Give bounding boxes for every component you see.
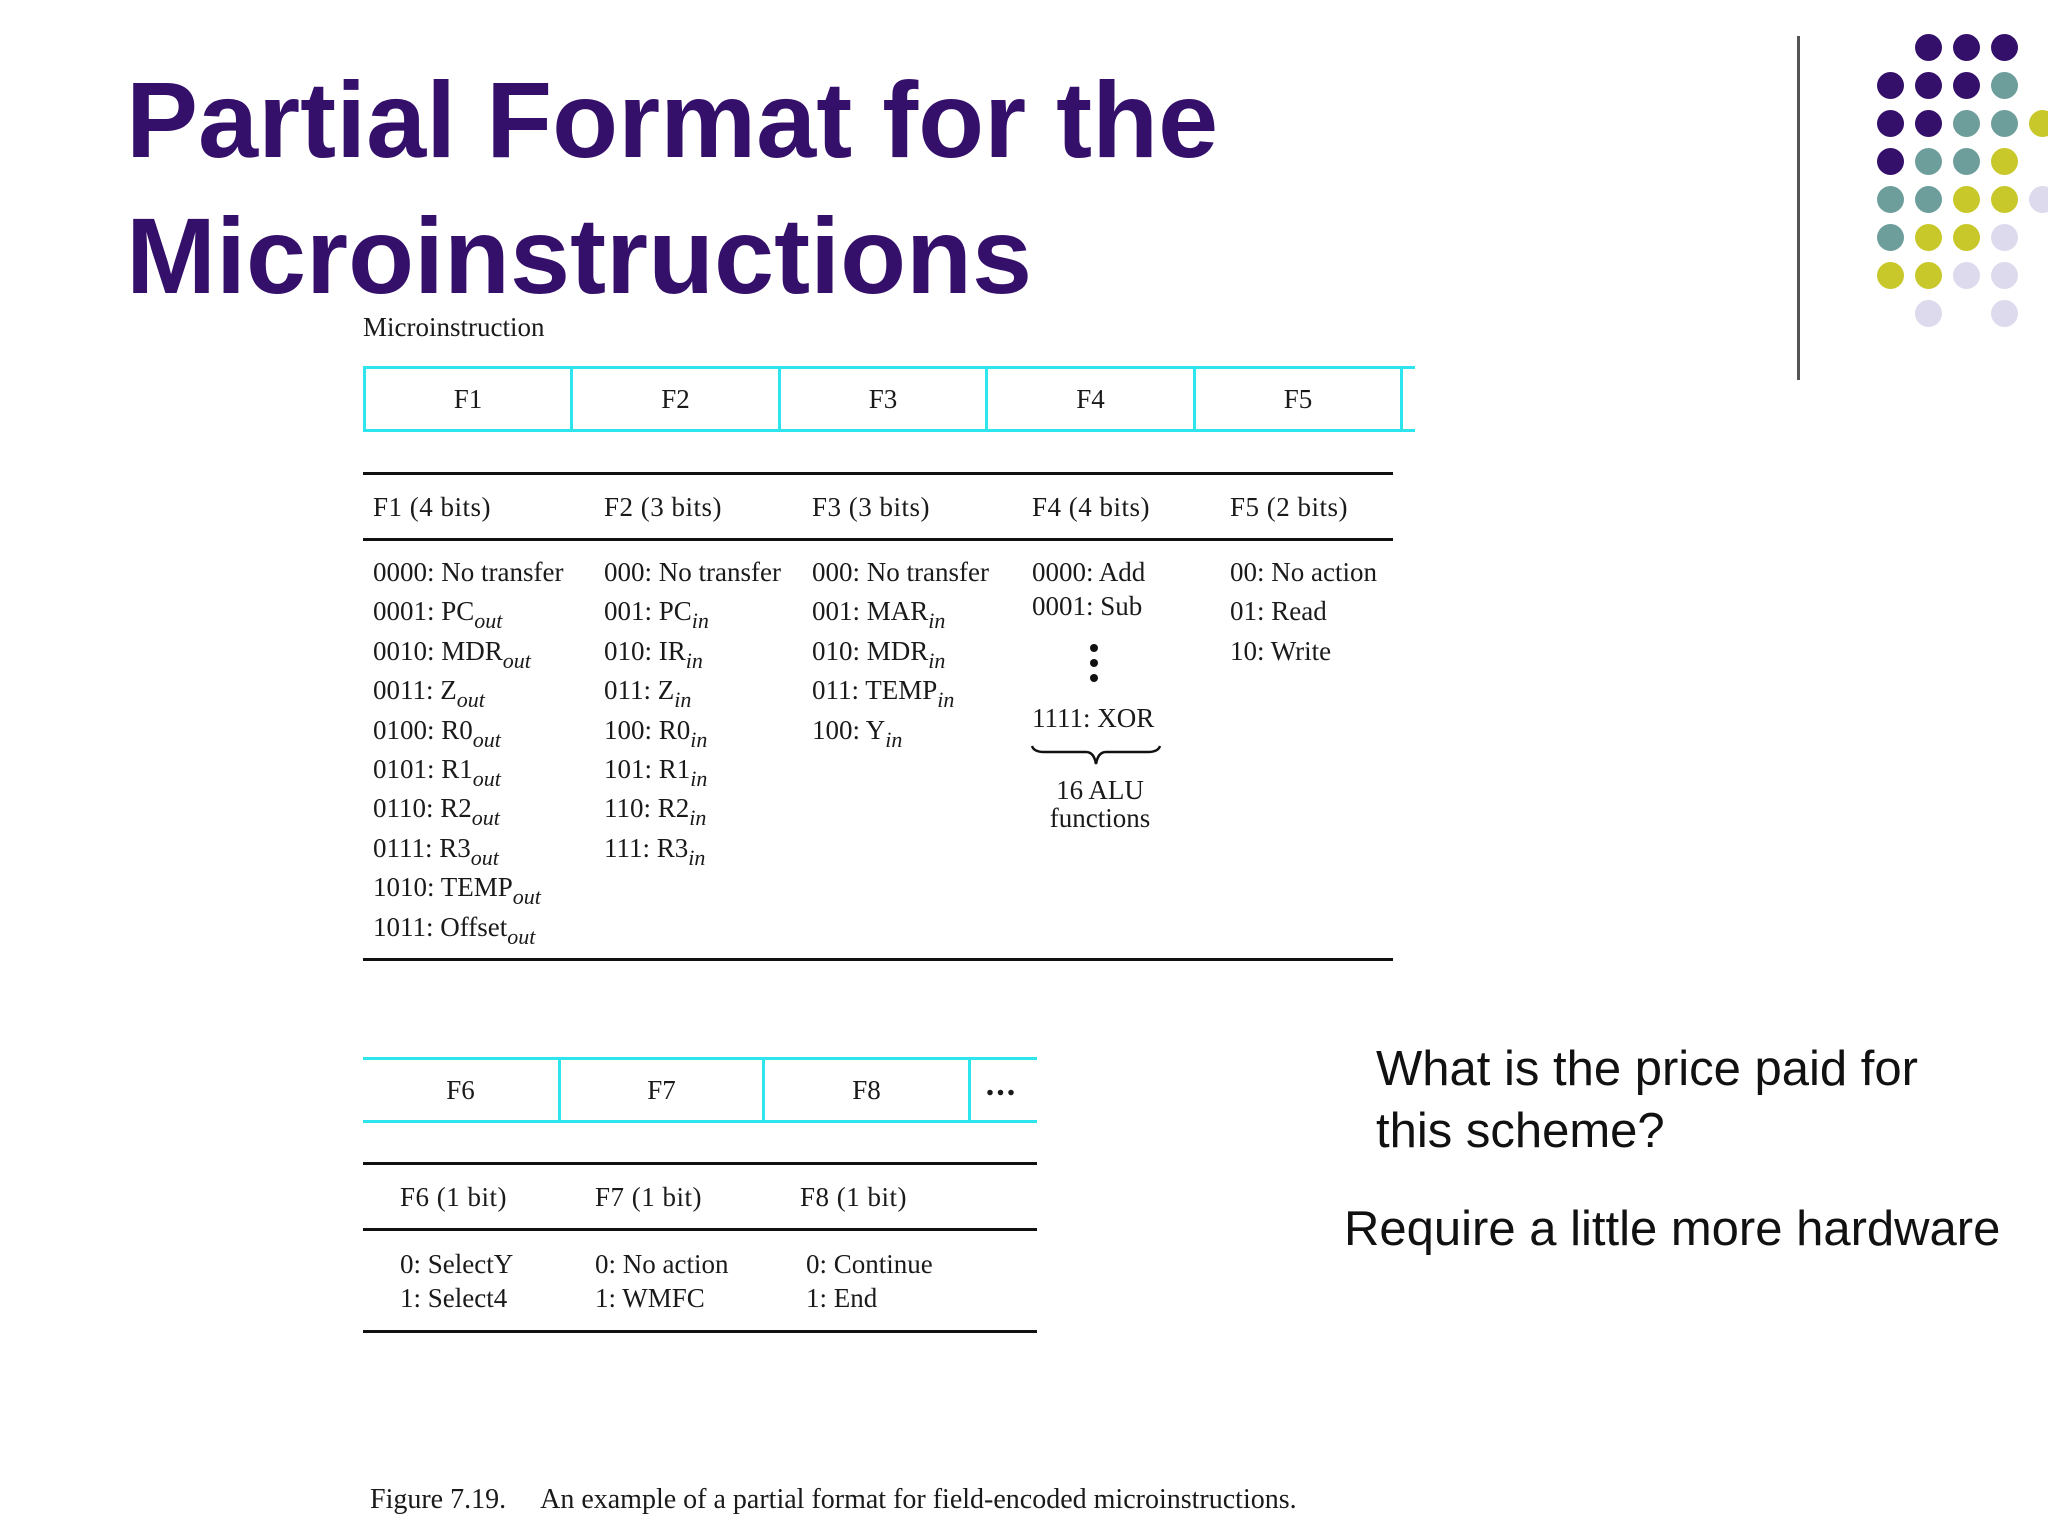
code-entry <box>373 871 563 910</box>
code-value: 110: <box>604 793 658 824</box>
code-value: 0110: <box>373 793 441 824</box>
decorative-dot <box>1991 110 2018 137</box>
code-value: 011: <box>604 675 658 706</box>
code-entry <box>604 832 781 871</box>
code-entry <box>604 556 781 595</box>
slide-title-line-1: Partial Format for the <box>126 59 1219 180</box>
field-f5: F5 <box>1196 369 1403 429</box>
decorative-dot <box>1953 72 1980 99</box>
code-entry <box>812 595 989 634</box>
f6-codes <box>400 1248 513 1316</box>
code-value: 0011: <box>373 675 441 706</box>
code-value: 000: <box>604 557 659 587</box>
decorative-dot <box>1953 262 1980 289</box>
f4-codes <box>1032 556 1145 624</box>
code-meaning: Offset <box>440 911 508 942</box>
code-subscript: out <box>471 805 500 831</box>
code-subscript: out <box>502 647 531 673</box>
code-value: 100: <box>604 714 659 745</box>
code-entry <box>812 635 989 674</box>
f4-last-code <box>1032 702 1154 741</box>
code-meaning: No transfer <box>866 557 989 587</box>
vertical-divider <box>1797 36 1800 380</box>
code-meaning: R0 <box>441 714 473 745</box>
code-subscript: in <box>690 765 708 791</box>
code-entry <box>373 556 563 595</box>
code-meaning: End <box>833 1283 878 1313</box>
decorative-dot <box>1915 262 1942 289</box>
decorative-dot <box>1915 110 1942 137</box>
field-f8: F8 <box>765 1060 971 1120</box>
top-table-rule-header <box>363 538 1393 541</box>
decorative-dot <box>1915 148 1942 175</box>
decorative-dot <box>1953 224 1980 251</box>
field-f4: F4 <box>988 369 1196 429</box>
code-meaning: MAR <box>866 596 929 627</box>
code-entry <box>1230 635 1377 674</box>
code-entry <box>604 714 781 753</box>
code-subscript: in <box>688 844 706 870</box>
code-value: 001: <box>812 596 867 627</box>
code-meaning: No action <box>1271 557 1377 587</box>
decorative-dot <box>2029 110 2048 137</box>
code-meaning: No action <box>622 1249 729 1279</box>
code-subscript: in <box>689 805 707 831</box>
code-entry <box>400 1282 513 1316</box>
decorative-dot <box>1915 300 1942 327</box>
decorative-dot <box>1877 72 1904 99</box>
decorative-dot <box>1991 148 2018 175</box>
field-f3: F3 <box>781 369 988 429</box>
code-meaning: MDR <box>441 635 503 666</box>
code-subscript: in <box>928 647 946 673</box>
code-value: 0: <box>595 1249 623 1279</box>
alu-label-line-2: functions <box>1049 803 1151 833</box>
code-meaning: R3 <box>656 832 689 863</box>
decorative-dot <box>1953 148 1980 175</box>
code-subscript: out <box>456 687 485 713</box>
code-entry <box>604 635 781 674</box>
code-entry <box>1032 556 1145 590</box>
code-value: 101: <box>604 753 659 784</box>
code-entry <box>373 832 563 871</box>
code-value: 0111: <box>373 832 440 863</box>
alu-brace <box>1030 742 1162 776</box>
code-value: 1011: <box>373 911 441 942</box>
code-meaning: Sub <box>1100 591 1143 621</box>
bottom-table-rule-top <box>363 1162 1037 1165</box>
top-table-rule-top <box>363 472 1393 475</box>
code-meaning: WMFC <box>622 1283 705 1313</box>
f8-codes <box>806 1248 933 1316</box>
code-meaning: R1 <box>658 753 691 784</box>
code-value: 0000: <box>1032 557 1099 587</box>
decorative-dot <box>1953 110 1980 137</box>
decorative-dot <box>1915 72 1942 99</box>
decorative-dot <box>1991 300 2018 327</box>
decorative-dot <box>1991 186 2018 213</box>
top-field-format <box>363 366 1415 432</box>
code-entry <box>1230 595 1377 634</box>
code-entry <box>604 792 781 831</box>
code-value: 010: <box>812 635 867 666</box>
code-entry <box>373 753 563 792</box>
code-meaning: SelectY <box>427 1249 514 1279</box>
figure-number: Figure 7.19. <box>370 1484 507 1515</box>
decorative-dot <box>1915 224 1942 251</box>
code-value: 0001: <box>373 596 442 627</box>
figure-caption <box>370 1484 1297 1516</box>
decorative-dot <box>1877 262 1904 289</box>
code-value: 000: <box>812 557 867 587</box>
f5-codes <box>1230 556 1377 674</box>
code-value: 1: <box>806 1283 834 1313</box>
code-value: 01: <box>1230 596 1272 627</box>
question-text <box>1376 1038 1918 1162</box>
f7-column-header: F7 (1 bit) <box>595 1182 703 1212</box>
code-meaning: Z <box>440 675 457 706</box>
f4-column-header: F4 (4 bits) <box>1032 492 1151 522</box>
code-meaning: R2 <box>657 793 690 824</box>
f1-column-header: F1 (4 bits) <box>373 492 492 522</box>
code-entry <box>604 674 781 713</box>
f3-codes <box>812 556 989 753</box>
decorative-dot <box>1953 186 1980 213</box>
code-meaning: R2 <box>440 793 472 824</box>
code-entry <box>373 911 563 950</box>
code-entry <box>806 1282 933 1316</box>
code-value: 0: <box>806 1249 834 1279</box>
code-meaning: No transfer <box>441 557 564 587</box>
code-entry <box>373 792 563 831</box>
code-subscript: in <box>685 647 703 673</box>
code-meaning: TEMP <box>865 675 938 706</box>
code-value: 0010: <box>373 635 442 666</box>
decorative-dot <box>1915 186 1942 213</box>
decorative-dot <box>1953 34 1980 61</box>
code-entry <box>812 556 989 595</box>
code-value: 0000: <box>373 557 442 587</box>
code-subscript: out <box>470 844 499 870</box>
code-entry <box>373 714 563 753</box>
code-entry <box>373 635 563 674</box>
code-meaning: Z <box>657 675 675 706</box>
code-value: 010: <box>604 635 659 666</box>
f1-codes <box>373 556 563 950</box>
code-entry <box>604 753 781 792</box>
bottom-table-rule-bottom <box>363 1330 1037 1333</box>
code-subscript: out <box>474 608 503 634</box>
code-value: 111: <box>604 832 657 863</box>
decorative-dot <box>2029 186 2048 213</box>
decorative-dot <box>1991 72 2018 99</box>
code-value: 0: <box>400 1249 428 1279</box>
code-meaning: Continue <box>833 1249 933 1279</box>
code-value: 0101: <box>373 753 442 784</box>
code-meaning: R3 <box>439 832 471 863</box>
code-value: 00: <box>1230 557 1272 587</box>
decorative-dot <box>1991 34 2018 61</box>
code-subscript: in <box>690 726 708 752</box>
decorative-dot <box>1991 224 2018 251</box>
code-meaning: No transfer <box>658 557 781 587</box>
code-meaning: XOR <box>1097 703 1155 733</box>
code-subscript: in <box>691 608 709 634</box>
code-meaning: PC <box>441 596 475 627</box>
code-entry <box>400 1248 513 1282</box>
code-meaning: IR <box>658 635 686 666</box>
f3-column-header: F3 (3 bits) <box>812 492 931 522</box>
code-meaning: PC <box>658 596 692 627</box>
decorative-dot <box>1877 148 1904 175</box>
code-meaning: MDR <box>866 635 929 666</box>
field-f2: F2 <box>573 369 781 429</box>
code-value: 1: <box>400 1283 428 1313</box>
code-subscript: out <box>472 765 501 791</box>
slide-title-line-2: Microinstructions <box>126 195 1033 316</box>
field-f7: F7 <box>561 1060 765 1120</box>
figure-caption-text: An example of a partial format for field-encoded microinstructions. <box>540 1484 1297 1515</box>
decorative-dot <box>1915 34 1942 61</box>
answer-text: Require a little more hardware <box>1344 1202 2001 1256</box>
field-f1: F1 <box>366 369 573 429</box>
code-meaning: TEMP <box>440 872 513 903</box>
code-value: 10: <box>1230 635 1271 666</box>
code-meaning: Add <box>1098 557 1146 587</box>
code-entry <box>595 1248 729 1282</box>
code-subscript: in <box>674 687 692 713</box>
code-meaning: Select4 <box>427 1283 508 1313</box>
top-table-rule-bottom <box>363 958 1393 961</box>
code-entry <box>373 595 563 634</box>
field-f6: F6 <box>363 1060 561 1120</box>
code-value: 1010: <box>373 872 441 903</box>
question-line-2: this scheme? <box>1376 1104 1665 1158</box>
code-entry <box>604 595 781 634</box>
microinstruction-label: Microinstruction <box>363 312 545 342</box>
f8-column-header: F8 (1 bit) <box>800 1182 908 1212</box>
code-entry <box>1032 702 1154 741</box>
code-meaning: R1 <box>441 753 473 784</box>
slide-title <box>126 52 1218 324</box>
code-entry <box>812 674 989 713</box>
code-subscript: in <box>937 687 955 713</box>
decorative-dot <box>1877 186 1904 213</box>
code-value: 001: <box>604 596 659 627</box>
decorative-dot <box>1877 224 1904 251</box>
code-meaning: Read <box>1271 596 1327 627</box>
code-subscript: out <box>507 923 536 949</box>
bottom-field-format <box>363 1057 1037 1123</box>
code-entry <box>595 1282 729 1316</box>
bottom-table-rule-header <box>363 1228 1037 1231</box>
code-subscript: out <box>512 884 541 910</box>
code-value: 1111: <box>1032 703 1098 733</box>
code-meaning: R0 <box>658 714 691 745</box>
code-entry <box>812 714 989 753</box>
code-entry <box>1230 556 1377 595</box>
code-subscript: in <box>928 608 946 634</box>
f2-codes <box>604 556 781 871</box>
code-value: 0001: <box>1032 591 1101 621</box>
decorative-dot <box>1877 110 1904 137</box>
code-entry <box>1032 590 1145 624</box>
code-subscript: in <box>885 726 903 752</box>
f7-codes <box>595 1248 729 1316</box>
f2-column-header: F2 (3 bits) <box>604 492 723 522</box>
code-meaning: Y <box>865 714 886 745</box>
code-value: 1: <box>595 1283 623 1313</box>
f5-column-header: F5 (2 bits) <box>1230 492 1349 522</box>
code-meaning: Write <box>1270 635 1332 666</box>
code-value: 100: <box>812 714 866 745</box>
question-line-1: What is the price paid for <box>1376 1042 1918 1096</box>
alu-functions-label <box>1020 776 1180 832</box>
f4-vertical-ellipsis <box>1088 644 1100 689</box>
code-value: 011: <box>812 675 866 706</box>
more-fields-ellipsis: ... <box>987 1066 1019 1103</box>
code-entry <box>373 674 563 713</box>
code-subscript: out <box>472 726 501 752</box>
code-value: 0100: <box>373 714 442 745</box>
code-entry <box>806 1248 933 1282</box>
f6-column-header: F6 (1 bit) <box>400 1182 508 1212</box>
alu-label-line-1: 16 ALU <box>1056 775 1144 805</box>
decorative-dot <box>1991 262 2018 289</box>
